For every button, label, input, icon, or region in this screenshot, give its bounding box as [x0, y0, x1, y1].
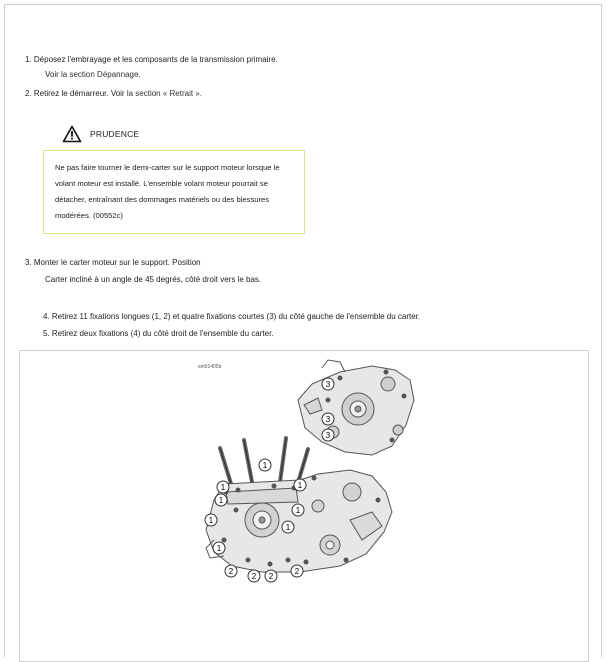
- callout-1g: [282, 521, 294, 533]
- svg-text:1: 1: [297, 481, 303, 490]
- caution-line-2: volant moteur est installé. L'ensemble volant moteur pourrait se: [55, 179, 268, 188]
- step-3: 3. Monter le carter moteur sur le support. Position: [25, 258, 201, 267]
- callout-1f: [292, 504, 304, 516]
- callout-1d: [215, 494, 227, 506]
- callout-3a: [322, 378, 334, 390]
- callout-2b: [248, 570, 260, 582]
- caution-line-3: détacher, entraînant des dommages matériels ou des blessures: [55, 195, 270, 204]
- callout-1c: [294, 479, 306, 491]
- svg-text:1: 1: [262, 461, 268, 470]
- depannage-link[interactable]: la section Dépannage.: [61, 70, 141, 79]
- caution-title: PRUDENCE: [90, 129, 140, 139]
- callout-3b: [322, 413, 334, 425]
- svg-text:3: 3: [325, 380, 331, 389]
- caution-line-4: modérées. (00552c): [55, 211, 123, 220]
- svg-text:1: 1: [220, 483, 226, 492]
- svg-text:1: 1: [208, 516, 214, 525]
- step-4: 4. Retirez 11 fixations longues (1, 2) et quatre fixations courtes (3) du côté gauche de l'ensemble du carter.: [43, 312, 421, 321]
- svg-text:1: 1: [285, 523, 291, 532]
- step-5: 5. Retirez deux fixations (4) du côté droit de l'ensemble du carter.: [43, 329, 274, 338]
- svg-text:2: 2: [228, 567, 234, 576]
- svg-text:1: 1: [295, 506, 301, 515]
- figure-id: sm01405b: [198, 364, 222, 370]
- svg-text:3: 3: [325, 415, 331, 424]
- svg-text:2: 2: [268, 572, 274, 581]
- callout-2c: [265, 570, 277, 582]
- callout-1h: [213, 542, 225, 554]
- svg-text:3: 3: [325, 431, 331, 440]
- callout-1e: [205, 514, 217, 526]
- svg-text:2: 2: [294, 567, 300, 576]
- callout-1b: [217, 481, 229, 493]
- step-1: 1. Déposez l'embrayage et les composants de la transmission primaire.: [25, 55, 278, 64]
- step-1-reference-prefix: Voir: [45, 70, 62, 79]
- svg-text:1: 1: [218, 496, 224, 505]
- svg-text:2: 2: [251, 572, 257, 581]
- callout-2d: [291, 565, 303, 577]
- callout-2a: [225, 565, 237, 577]
- svg-text:1: 1: [216, 544, 222, 553]
- caution-line-1: Ne pas faire tourner le demi-carter sur le support moteur lorsque le: [55, 163, 280, 172]
- callout-3c: [322, 429, 334, 441]
- callout-1a: [259, 459, 271, 471]
- retrait-link[interactable]: la section « Retrait ».: [126, 89, 202, 98]
- step-2-text: 2. Retirez le démarreur. Voir: [25, 89, 127, 98]
- step-3-detail: Carter incliné à un angle de 45 degrés, côté droit vers le bas.: [45, 275, 262, 284]
- right-crankcase-half: [298, 360, 414, 455]
